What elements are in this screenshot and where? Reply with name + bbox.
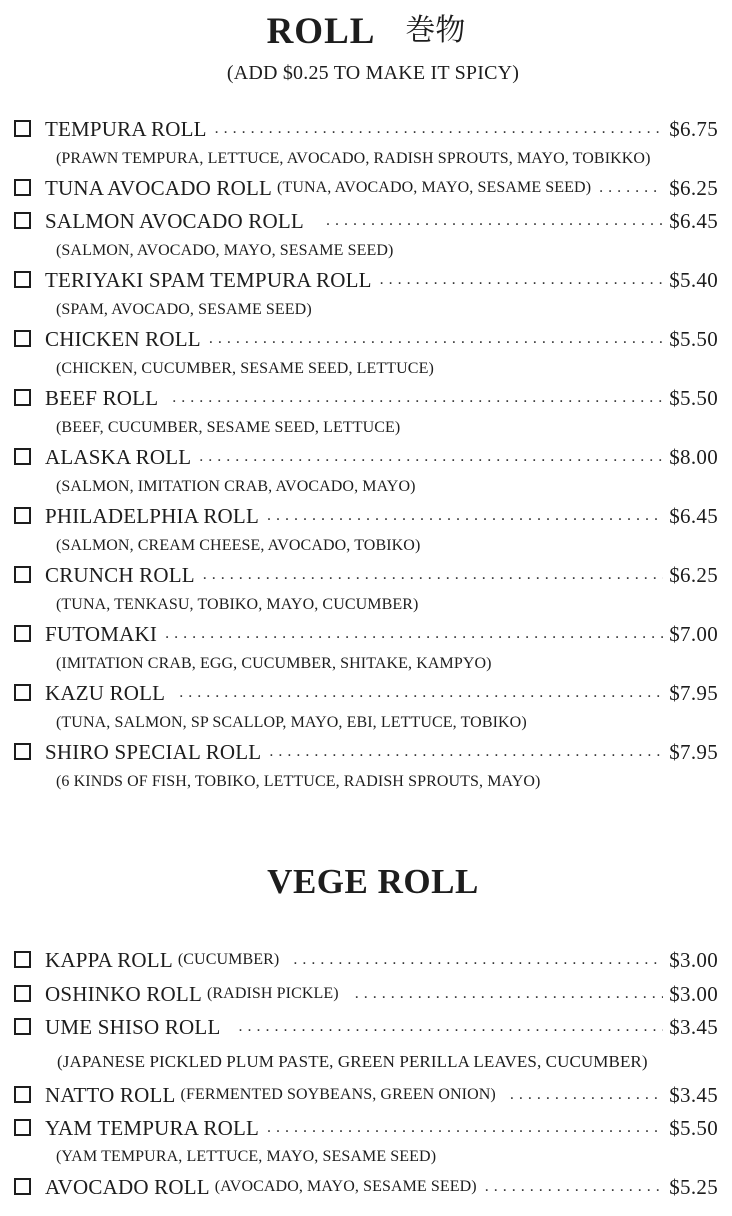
- checkbox-icon[interactable]: [14, 625, 31, 642]
- dot-leader: [172, 385, 663, 411]
- item-name: SALMON AVOCADO ROLL: [45, 209, 304, 233]
- menu-item-oshinko-roll: [14, 981, 718, 1007]
- dot-leader: [209, 326, 663, 352]
- item-price: $6.25: [669, 176, 718, 200]
- menu-item-beef-roll: [14, 385, 718, 411]
- dot-leader: [179, 680, 663, 706]
- checkbox-icon[interactable]: [14, 389, 31, 406]
- vege-section-title: VEGE ROLL: [267, 862, 479, 901]
- checkbox-icon[interactable]: [14, 1178, 31, 1195]
- item-price: $3.00: [669, 982, 718, 1006]
- dot-leader: [165, 621, 663, 647]
- checkbox-icon[interactable]: [14, 507, 31, 524]
- dot-leader: [355, 981, 664, 1007]
- checkbox-icon[interactable]: [14, 985, 31, 1002]
- item-price: $7.95: [669, 681, 718, 705]
- checkbox-icon[interactable]: [14, 271, 31, 288]
- item-price: $5.50: [669, 327, 718, 351]
- item-price: $5.50: [669, 386, 718, 410]
- dot-leader: [199, 444, 663, 470]
- checkbox-icon[interactable]: [14, 330, 31, 347]
- item-name: PHILADELPHIA ROLL: [45, 504, 259, 528]
- menu-item-crunch-roll: [14, 562, 718, 588]
- checkbox-icon[interactable]: [14, 743, 31, 760]
- item-name: TERIYAKI SPAM TEMPURA ROLL: [45, 268, 372, 292]
- item-price: $7.00: [669, 622, 718, 646]
- dot-leader: [267, 503, 663, 529]
- item-description: (YAM TEMPURA, LETTUCE, MAYO, SESAME SEED): [56, 1148, 437, 1165]
- item-name: TUNA AVOCADO ROLL: [45, 176, 273, 200]
- item-price: $8.00: [669, 445, 718, 469]
- item-name: TEMPURA ROLL: [45, 117, 207, 141]
- item-description: (BEEF, CUCUMBER, SESAME SEED, LETTUCE): [56, 419, 401, 436]
- menu-item-ume-shiso-roll: [14, 1014, 718, 1040]
- item-description: (CHICKEN, CUCUMBER, SESAME SEED, LETTUCE): [56, 360, 434, 377]
- item-description: (SALMON, CREAM CHEESE, AVOCADO, TOBIKO): [56, 537, 421, 554]
- menu-item-kappa-roll: [14, 947, 718, 973]
- item-name: SHIRO SPECIAL ROLL: [45, 740, 262, 764]
- item-inline-description: (RADISH PICKLE): [206, 985, 339, 1002]
- item-name: NATTO ROLL: [45, 1083, 176, 1107]
- menu-item-philadelphia-roll: [14, 503, 718, 529]
- page-title-japanese: 巻物: [405, 13, 466, 48]
- item-name: UME SHISO ROLL: [45, 1015, 221, 1039]
- menu-item-kazu-roll: [14, 680, 718, 706]
- item-description: (SPAM, AVOCADO, SESAME SEED): [56, 301, 312, 318]
- item-description: (IMITATION CRAB, EGG, CUCUMBER, SHITAKE, KAMPYO): [56, 655, 492, 672]
- dot-leader: [599, 175, 663, 201]
- dot-leader: [326, 208, 663, 234]
- checkbox-icon[interactable]: [14, 684, 31, 701]
- checkbox-icon[interactable]: [14, 179, 31, 196]
- item-inline-description: (AVOCADO, MAYO, SESAME SEED): [214, 1178, 477, 1195]
- menu-item-tempura-roll: [14, 116, 718, 142]
- item-price: $6.45: [669, 209, 718, 233]
- dot-leader: [293, 947, 663, 973]
- item-inline-description: (FERMENTED SOYBEANS, GREEN ONION): [180, 1086, 496, 1103]
- item-name: AVOCADO ROLL: [45, 1175, 210, 1199]
- checkbox-icon[interactable]: [14, 1119, 31, 1136]
- menu-item-salmon-avocado-roll: [14, 208, 718, 234]
- item-description: (TUNA, TENKASU, TOBIKO, MAYO, CUCUMBER): [56, 596, 419, 613]
- dot-leader: [380, 267, 664, 293]
- item-price: $7.95: [669, 740, 718, 764]
- menu-item-tuna-avocado-roll: [14, 175, 718, 201]
- item-price: $5.40: [669, 268, 718, 292]
- item-inline-description: (CUCUMBER): [177, 951, 280, 968]
- checkbox-icon[interactable]: [14, 212, 31, 229]
- checkbox-icon[interactable]: [14, 120, 31, 137]
- item-name: KAZU ROLL: [45, 681, 166, 705]
- dot-leader: [215, 116, 664, 142]
- dot-leader: [269, 739, 663, 765]
- dot-leader: [485, 1174, 664, 1200]
- menu-item-natto-roll: [14, 1082, 718, 1108]
- checkbox-icon[interactable]: [14, 1086, 31, 1103]
- item-name: ALASKA ROLL: [45, 445, 192, 469]
- menu-item-yam-tempura-roll: [14, 1115, 718, 1141]
- spicy-note: (ADD $0.25 TO MAKE IT SPICY): [226, 62, 520, 84]
- roll-section-header: [0, 8, 732, 53]
- dot-leader: [267, 1115, 663, 1141]
- item-price: $6.75: [669, 117, 718, 141]
- checkbox-icon[interactable]: [14, 1018, 31, 1035]
- menu-item-shiro-special-roll: [14, 739, 718, 765]
- item-name: YAM TEMPURA ROLL: [45, 1116, 260, 1140]
- item-description: (SALMON, IMITATION CRAB, AVOCADO, MAYO): [56, 478, 416, 495]
- item-price: $6.25: [669, 563, 718, 587]
- menu-item-alaska-roll: [14, 444, 718, 470]
- item-description: (6 KINDS OF FISH, TOBIKO, LETTUCE, RADISH SPROUTS, MAYO): [56, 773, 541, 790]
- item-description: (TUNA, SALMON, SP SCALLOP, MAYO, EBI, LETTUCE, TOBIKO): [56, 714, 527, 731]
- item-description: (SALMON, AVOCADO, MAYO, SESAME SEED): [56, 242, 394, 259]
- checkbox-icon[interactable]: [14, 951, 31, 968]
- item-description: (JAPANESE PICKLED PLUM PASTE, GREEN PERILLA LEAVES, CUCUMBER): [57, 1052, 648, 1071]
- item-price: $3.45: [669, 1015, 718, 1039]
- checkbox-icon[interactable]: [14, 566, 31, 583]
- menu-item-avocado-roll: [14, 1174, 718, 1200]
- dot-leader: [203, 562, 663, 588]
- item-price: $3.00: [669, 948, 718, 972]
- item-name: FUTOMAKI: [45, 622, 158, 646]
- item-price: $3.45: [669, 1083, 718, 1107]
- item-name: OSHINKO ROLL: [45, 982, 202, 1006]
- item-description: (PRAWN TEMPURA, LETTUCE, AVOCADO, RADISH SPROUTS, MAYO, TOBIKKO): [56, 150, 651, 167]
- dot-leader: [510, 1082, 663, 1108]
- item-name: BEEF ROLL: [45, 386, 159, 410]
- item-price: $5.50: [669, 1116, 718, 1140]
- menu-item-futomaki: [14, 621, 718, 647]
- page-title: ROLL: [266, 11, 376, 52]
- item-price: $5.25: [669, 1175, 718, 1199]
- checkbox-icon[interactable]: [14, 448, 31, 465]
- item-price: $6.45: [669, 504, 718, 528]
- menu-item-teriyaki-spam-tempura-roll: [14, 267, 718, 293]
- menu-item-chicken-roll: [14, 326, 718, 352]
- item-name: CHICKEN ROLL: [45, 327, 201, 351]
- dot-leader: [238, 1014, 663, 1040]
- item-inline-description: (TUNA, AVOCADO, MAYO, SESAME SEED): [277, 179, 592, 196]
- item-name: KAPPA ROLL: [45, 948, 173, 972]
- item-name: CRUNCH ROLL: [45, 563, 195, 587]
